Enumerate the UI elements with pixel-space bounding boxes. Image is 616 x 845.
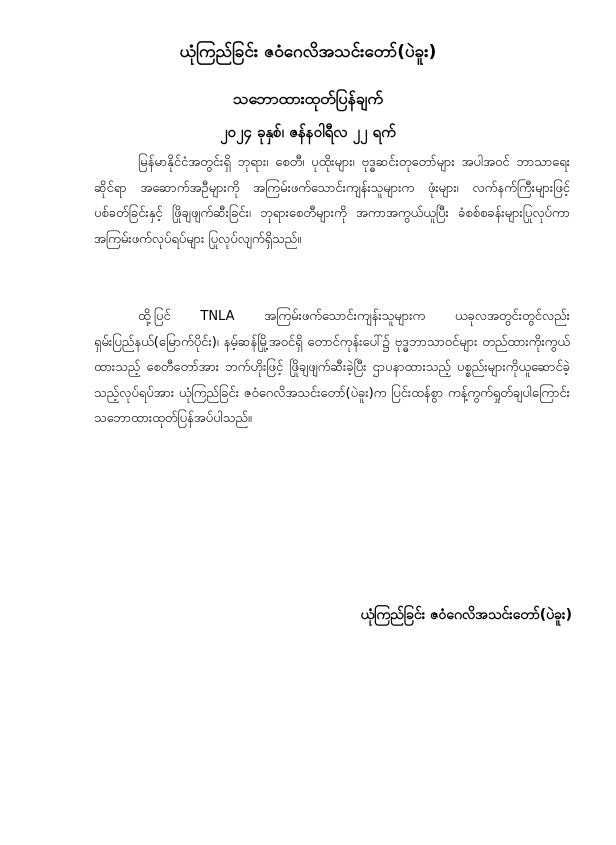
body-paragraph-1: မြန်မာနိုင်ငံအတွင်းရှိ ဘုရား၊ စေတီ၊ ပုထိုးများ၊ ဗုဒ္ဓဆင်းတုတော်များ အပါအဝင် ဘာသာရေးဆိုင်ရာ အဆောက်အဦများကို အကြမ်းဖက်သောင်းကျန်းသူများက ဖုံးများ၊ လက်နက်ကြီးများဖြင့် ပစ်ခတ်ခြင်းနှင့် ဖြိုချဖျက်ဆီးခြင်း၊ ဘုရားစေတီများကို အကာအကွယ်ယူပြီး ခံစစ်စခန်းများပြုလုပ်ကာ အကြမ်းဖက်လုပ်ရပ်များ ပြုလုပ်လျက်ရှိသည်။ xyxy=(94,155,570,247)
signature-block: ယုံကြည်ခြင်း ဇဝံဂေလိအသင်းတော်(ပဲခူး) xyxy=(360,607,572,623)
document-subtitle: သဘောထားထုတ်ပြန်ချက် xyxy=(233,89,383,108)
document-date: ၂၀၂၄ ခုနှစ်၊ ဇန်နဝါရီလ ၂၂ ရက် xyxy=(220,123,396,141)
body-paragraph-2: ထို့ပြင် TNLA အကြမ်းဖက်သောင်းကျန်းသူများက ယခုလအတွင်းတွင်လည်း ရှမ်းပြည်နယ်(မြောက်ပိုင်း)၊ နမ့်ဆန်မြို့အဝင်ရှိ တောင်ကုန်းပေါ်၌ ဗုဒ္ဓဘာသာဝင်များ တည်ထားကိုးကွယ်ထားသည့် စေတီတော်အား ဘက်ဟိုးဖြင့် ဖြိုချဖျက်ဆီးခဲ့ပြီး ဌာပနာထားသည့် ပစ္စည်းများကိုယူဆောင်ခဲ့သည့်လုပ်ရပ်အား ယုံကြည်ခြင်း ဇဝံဂေလိအသင်းတော်(ပဲခူး)က ပြင်းထန်စွာ ကန့်ကွက်ရှုတ်ချပါကြောင်း သဘောထားထုတ်ပြန်အပ်ပါသည်။ xyxy=(94,309,570,426)
document-title: ယုံကြည်ခြင်း ဇဝံဂေလိအသင်းတော်(ပဲခူး) xyxy=(179,42,437,62)
